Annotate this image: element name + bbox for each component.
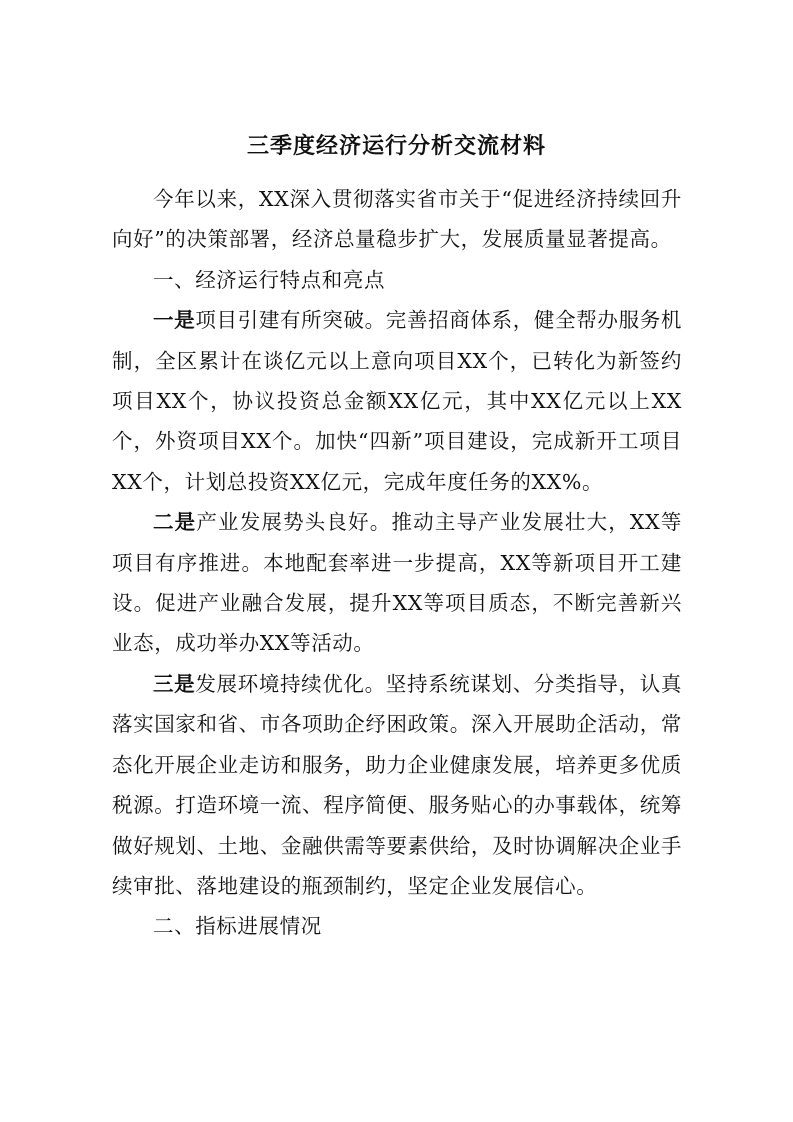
point-paragraph-2 bbox=[112, 502, 682, 664]
document-body bbox=[112, 179, 682, 947]
section-heading-2: 二、指标进展情况 bbox=[153, 914, 322, 939]
intro-paragraph: 今年以来，XX深入贯彻落实省市关于“促进经济持续回升向好”的决策部署，经济总量稳步扩大，发展质量显著提高。 bbox=[112, 187, 682, 252]
point-lead-3: 三是 bbox=[153, 671, 196, 696]
point-paragraph-1 bbox=[112, 300, 682, 502]
point-lead-2: 二是 bbox=[153, 510, 197, 535]
point-lead-1: 一是 bbox=[153, 308, 196, 333]
document-title: 三季度经济运行分析交流材料 bbox=[246, 133, 546, 159]
point-text-1: 项目引建有所突破。完善招商体系，健全帮办服务机制，全区累计在谈亿元以上意向项目XX个，已转化为新签约项目XX个，协议投资总金额XX亿元，其中XX亿元以上XX个，外资项目XX个。加快“四新”项目建设，完成新开工项目XX个，计划总投资XX亿元，完成年度任务的XX%。 bbox=[112, 308, 682, 494]
point-paragraph-3 bbox=[112, 664, 682, 906]
point-text-2: 产业发展势头良好。推动主导产业发展壮大，XX等项目有序推进。本地配套率进一步提高，XX等新项目开工建设。促进产业融合发展，提升XX等项目质态，不断完善新兴业态，成功举办XX等活动。 bbox=[112, 510, 682, 656]
section-heading-1: 一、经济运行特点和亮点 bbox=[153, 267, 386, 292]
point-text-3: 发展环境持续优化。坚持系统谋划、分类指导，认真落实国家和省、市各项助企纾困政策。深入开展助企活动，常态化开展企业走访和服务，助力企业健康发展，培养更多优质税源。打造环境一流、程序简便、服务贴心的办事载体，统筹做好规划、土地、金融供需等要素供给，及时协调解决企业手续审批、落地建设的瓶颈制约，坚定企业发展信心。 bbox=[112, 671, 682, 898]
